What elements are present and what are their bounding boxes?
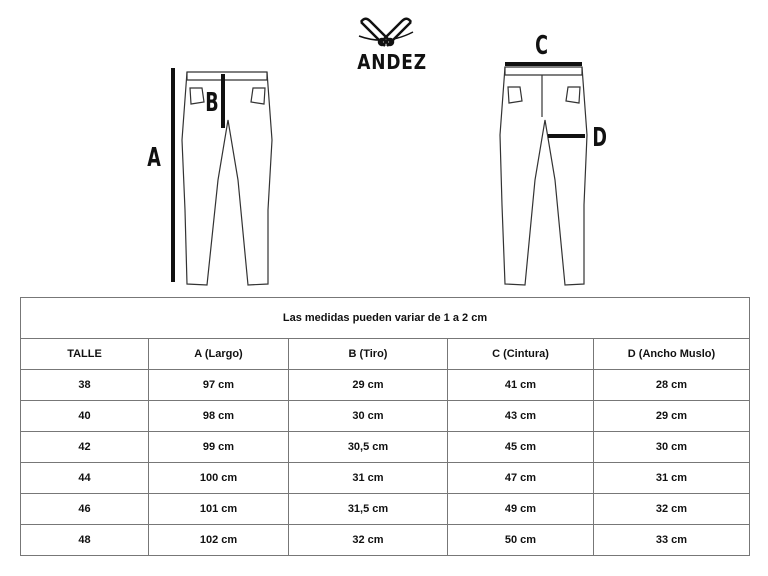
table-cell: 41 cm <box>448 370 594 401</box>
measure-label-a: A <box>147 143 161 173</box>
table-cell: 47 cm <box>448 463 594 494</box>
header-ancho-muslo: D (Ancho Muslo) <box>594 339 750 370</box>
table-cell: 97 cm <box>149 370 289 401</box>
table-row <box>21 494 750 525</box>
table-cell: 46 <box>21 494 149 525</box>
table-cell: 32 cm <box>594 494 750 525</box>
pants-front-drawing <box>160 60 290 295</box>
size-chart-table <box>20 297 750 556</box>
pants-back-drawing <box>480 55 610 295</box>
table-cell: 102 cm <box>149 525 289 556</box>
header-largo: A (Largo) <box>149 339 289 370</box>
table-cell: 99 cm <box>149 432 289 463</box>
table-note-row <box>21 298 750 339</box>
brand-logo: ANDEZ <box>357 50 427 74</box>
measurement-note: Las medidas pueden variar de 1 a 2 cm <box>21 298 750 339</box>
table-header-row <box>21 339 750 370</box>
header-talle: TALLE <box>21 339 149 370</box>
table-cell: 30,5 cm <box>289 432 448 463</box>
table-row <box>21 525 750 556</box>
table-cell: 43 cm <box>448 401 594 432</box>
table-row <box>21 401 750 432</box>
table-cell: 49 cm <box>448 494 594 525</box>
table-cell: 100 cm <box>149 463 289 494</box>
table-cell: 33 cm <box>594 525 750 556</box>
table-cell: 45 cm <box>448 432 594 463</box>
table-row <box>21 432 750 463</box>
table-cell: 29 cm <box>594 401 750 432</box>
measure-label-d: D <box>592 123 608 153</box>
table-cell: 30 cm <box>594 432 750 463</box>
table-cell: 38 <box>21 370 149 401</box>
table-cell: 50 cm <box>448 525 594 556</box>
table-row <box>21 463 750 494</box>
header-cintura: C (Cintura) <box>448 339 594 370</box>
measure-label-c: C <box>535 31 549 61</box>
table-cell: 42 <box>21 432 149 463</box>
logo-safety-pins-icon <box>355 14 417 50</box>
table-cell: 29 cm <box>289 370 448 401</box>
table-cell: 101 cm <box>149 494 289 525</box>
table-cell: 98 cm <box>149 401 289 432</box>
table-cell: 48 <box>21 525 149 556</box>
table-cell: 31,5 cm <box>289 494 448 525</box>
table-cell: 40 <box>21 401 149 432</box>
table-cell: 32 cm <box>289 525 448 556</box>
measure-label-b: B <box>205 88 219 118</box>
header-tiro: B (Tiro) <box>289 339 448 370</box>
table-row <box>21 370 750 401</box>
table-cell: 31 cm <box>594 463 750 494</box>
table-cell: 28 cm <box>594 370 750 401</box>
table-cell: 44 <box>21 463 149 494</box>
table-cell: 31 cm <box>289 463 448 494</box>
table-cell: 30 cm <box>289 401 448 432</box>
